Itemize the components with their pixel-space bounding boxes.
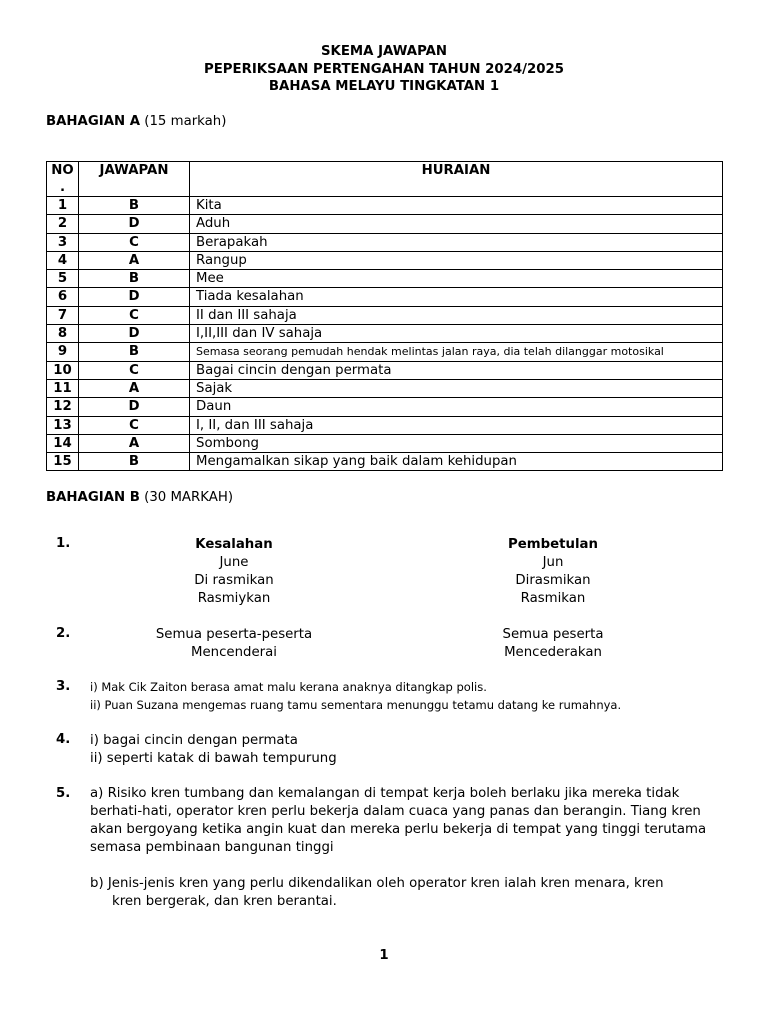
question-3-number: 3. — [56, 679, 71, 694]
row-jawapan-cell: B — [79, 343, 190, 361]
row-jawapan-cell: A — [79, 379, 190, 397]
page-number: 1 — [379, 948, 389, 963]
header-exam: PEPERIKSAAN PERTENGAHAN TAHUN 2024/2025 — [203, 61, 565, 77]
q2-kesalahan-item: Mencenderai — [191, 645, 277, 660]
row-huraian-cell: Sombong — [190, 434, 723, 452]
col-jawapan-header: JAWAPAN — [79, 162, 190, 197]
section-b-title: BAHAGIAN B — [46, 490, 140, 505]
q1-kesalahan-label: Kesalahan — [195, 537, 273, 552]
col-huraian-header: HURAIAN — [190, 162, 723, 197]
row-jawapan-cell: C — [79, 233, 190, 251]
table-row — [47, 288, 723, 306]
row-huraian-cell: Daun — [190, 398, 723, 416]
question-1-number: 1. — [56, 536, 71, 551]
q1-kesalahan-column — [120, 536, 348, 608]
row-number-cell: 9 — [47, 343, 79, 361]
question-5-number: 5. — [56, 786, 71, 801]
q1-kesalahan-item: Rasmiykan — [197, 591, 271, 606]
q1-kesalahan-item: Di rasmikan — [194, 573, 274, 588]
row-huraian-cell: Berapakah — [190, 233, 723, 251]
q4-answer-line: ii) seperti katak di bawah tempurung — [90, 751, 337, 766]
row-huraian-cell: Aduh — [190, 215, 723, 233]
answer-table-header — [47, 162, 723, 197]
q1-kesalahan-item: June — [219, 555, 249, 570]
col-no-label: NO . — [51, 163, 74, 195]
q5-answer-b-line: kren bergerak, dan kren berantai. — [112, 894, 337, 909]
table-row — [47, 251, 723, 269]
section-b-heading — [46, 490, 233, 505]
q5-answer-b-line: b) Jenis-jenis kren yang perlu dikendalikan oleh operator kren ialah kren menara, kren — [90, 876, 664, 891]
section-a-heading — [46, 114, 226, 129]
table-row — [47, 197, 723, 215]
q4-answer-line: i) bagai cincin dengan permata — [90, 733, 298, 748]
row-number-cell: 7 — [47, 306, 79, 324]
q1-pembetulan-item: Rasmikan — [520, 591, 586, 606]
row-number-cell: 1 — [47, 197, 79, 215]
row-huraian-cell: Mengamalkan sikap yang baik dalam kehidupan — [190, 453, 723, 471]
row-huraian-cell: I, II, dan III sahaja — [190, 416, 723, 434]
row-jawapan-cell: A — [79, 251, 190, 269]
q3-answer-line: ii) Puan Suzana mengemas ruang tamu sementara menunggu tetamu datang ke rumahnya. — [90, 698, 622, 712]
row-jawapan-cell: C — [79, 306, 190, 324]
table-row — [47, 215, 723, 233]
table-row — [47, 453, 723, 471]
row-number-cell: 3 — [47, 233, 79, 251]
row-number-cell: 15 — [47, 453, 79, 471]
row-huraian-cell: Tiada kesalahan — [190, 288, 723, 306]
header-subject: BAHASA MELAYU TINGKATAN 1 — [268, 79, 500, 94]
document-header — [0, 43, 768, 96]
q1-pembetulan-item: Jun — [542, 555, 564, 570]
table-row — [47, 270, 723, 288]
row-number-cell: 14 — [47, 434, 79, 452]
q2-pembetulan-column — [440, 626, 666, 662]
table-row — [47, 398, 723, 416]
q5-answer-b — [90, 875, 730, 911]
answer-table-body — [47, 197, 723, 471]
row-number-cell: 2 — [47, 215, 79, 233]
table-row — [47, 306, 723, 324]
header-title: SKEMA JAWAPAN — [320, 44, 448, 59]
table-row — [47, 379, 723, 397]
row-number-cell: 6 — [47, 288, 79, 306]
row-huraian-cell: Mee — [190, 270, 723, 288]
row-number-cell: 13 — [47, 416, 79, 434]
row-number-cell: 10 — [47, 361, 79, 379]
row-huraian-cell: Rangup — [190, 251, 723, 269]
question-2-number: 2. — [56, 626, 71, 641]
q2-pembetulan-item: Mencederakan — [504, 645, 602, 660]
question-4-number: 4. — [56, 732, 71, 747]
row-jawapan-cell: D — [79, 325, 190, 343]
q2-kesalahan-item: Semua peserta-peserta — [155, 627, 313, 642]
row-jawapan-cell: B — [79, 270, 190, 288]
q5-answer-a: a) Risiko kren tumbang dan kemalangan di tempat kerja boleh berlaku jika mereka tidak berhati-hati, operator kren perlu bekerja dalam cuaca yang panas dan berangin. Tiang kren akan bergoyang ketika angin kuat dan mereka perlu bekerja di tempat yang tinggi terutama semasa pembinaan bangunan tinggi — [90, 786, 707, 855]
row-jawapan-cell: D — [79, 398, 190, 416]
q3-answers — [90, 678, 730, 714]
section-b-marks: (30 MARKAH) — [144, 490, 234, 505]
q1-pembetulan-label: Pembetulan — [508, 537, 598, 552]
row-huraian-cell: Sajak — [190, 379, 723, 397]
section-a-title: BAHAGIAN A — [46, 114, 141, 129]
col-no-header — [47, 162, 79, 197]
table-row — [47, 434, 723, 452]
table-row — [47, 233, 723, 251]
row-number-cell: 5 — [47, 270, 79, 288]
row-huraian-cell: Kita — [190, 197, 723, 215]
table-row — [47, 325, 723, 343]
row-huraian-cell: Semasa seorang pemudah hendak melintas jalan raya, dia telah dilanggar motosikal — [190, 343, 723, 361]
row-jawapan-cell: A — [79, 434, 190, 452]
row-jawapan-cell: B — [79, 197, 190, 215]
answer-table — [46, 161, 723, 471]
row-huraian-cell: II dan III sahaja — [190, 306, 723, 324]
row-number-cell: 11 — [47, 379, 79, 397]
row-number-cell: 8 — [47, 325, 79, 343]
table-row — [47, 343, 723, 361]
section-a-marks: (15 markah) — [144, 114, 227, 129]
row-jawapan-cell: C — [79, 361, 190, 379]
q1-pembetulan-column — [440, 536, 666, 608]
row-number-cell: 12 — [47, 398, 79, 416]
q1-pembetulan-item: Dirasmikan — [515, 573, 591, 588]
q4-answers — [90, 732, 730, 768]
row-jawapan-cell: B — [79, 453, 190, 471]
table-row — [47, 361, 723, 379]
q3-answer-line: i) Mak Cik Zaiton berasa amat malu kerana anaknya ditangkap polis. — [90, 680, 487, 694]
row-huraian-cell: I,II,III dan IV sahaja — [190, 325, 723, 343]
table-row — [47, 416, 723, 434]
row-jawapan-cell: C — [79, 416, 190, 434]
row-jawapan-cell: D — [79, 215, 190, 233]
row-number-cell: 4 — [47, 251, 79, 269]
row-huraian-cell: Bagai cincin dengan permata — [190, 361, 723, 379]
row-jawapan-cell: D — [79, 288, 190, 306]
q2-kesalahan-column — [120, 626, 348, 662]
q2-pembetulan-item: Semua peserta — [502, 627, 604, 642]
